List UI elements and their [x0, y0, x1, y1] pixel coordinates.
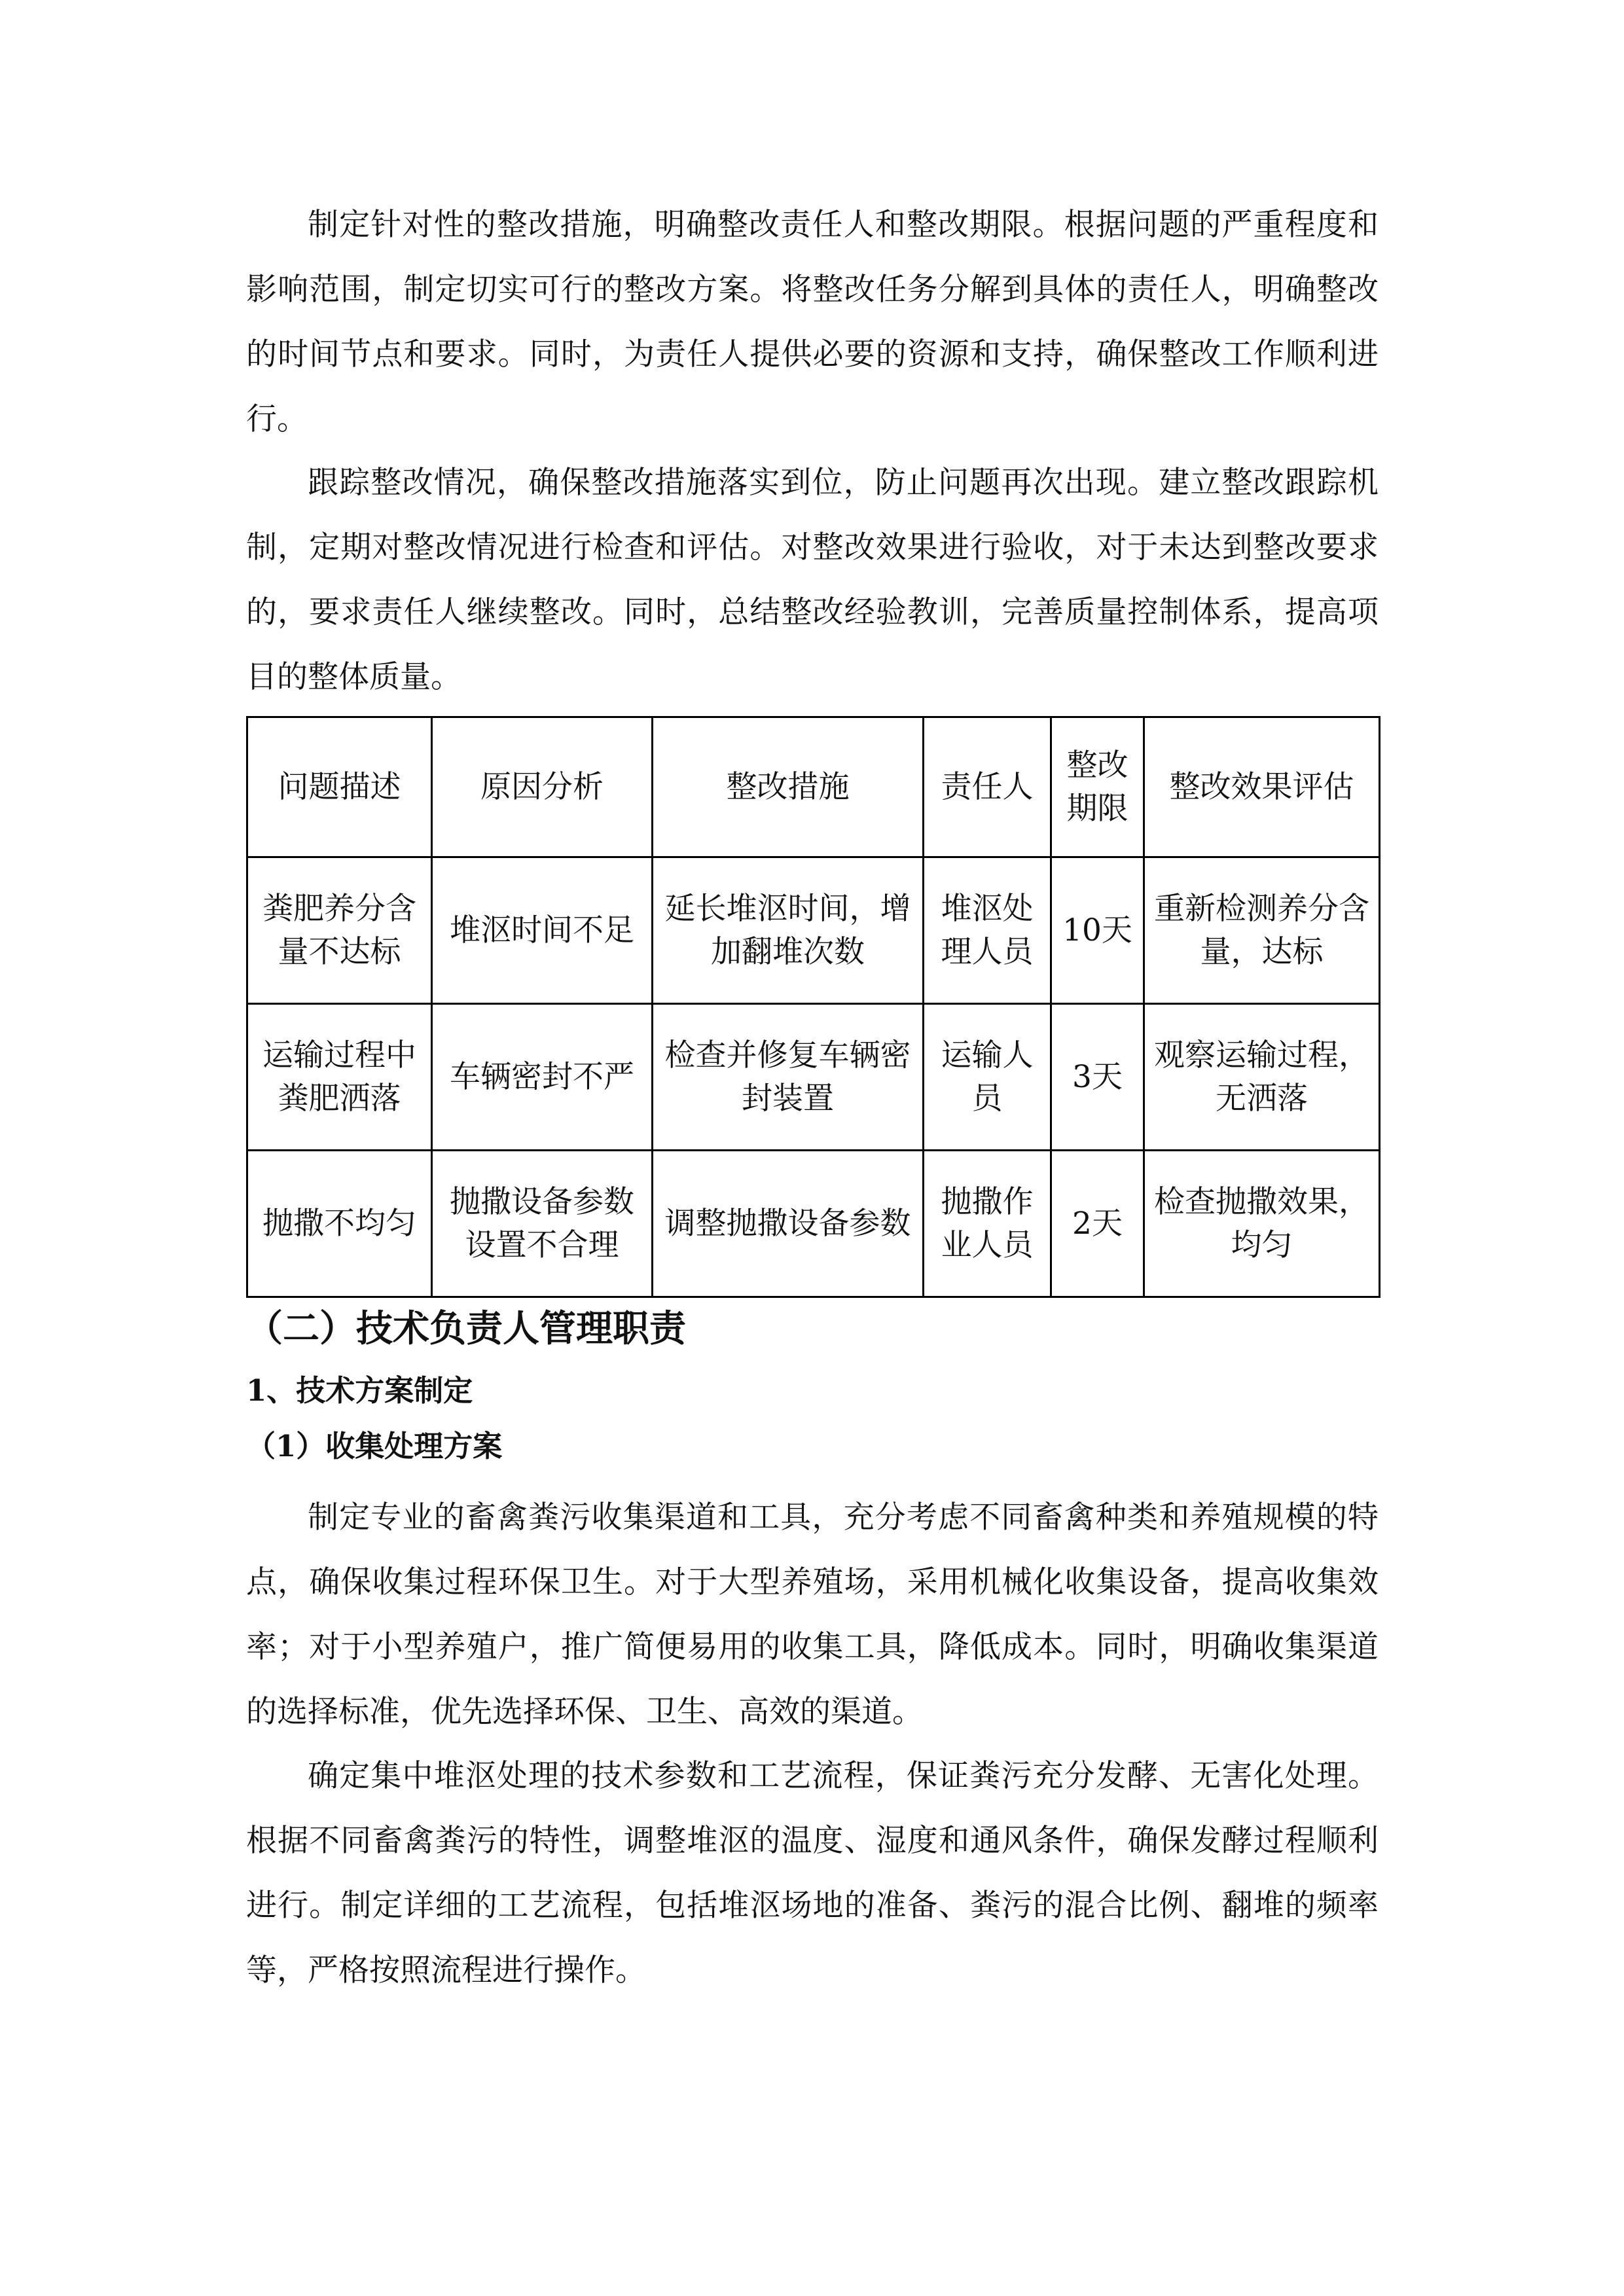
cell-deadline: 3天	[1051, 1004, 1144, 1151]
paragraph-rectification-tracking: 跟踪整改情况，确保整改措施落实到位，防止问题再次出现。建立整改跟踪机制，定期对整改情况进行检查和评估。对整改效果进行验收，对于未达到整改要求的，要求责任人继续整改。同时，总结整改经验教训，完善质量控制体系，提高项目的整体质量。	[246, 465, 1379, 695]
header-measures: 整改措施	[653, 717, 924, 857]
paragraph-composting-process: 确定集中堆沤处理的技术参数和工艺流程，保证粪污充分发酵、无害化处理。根据不同畜禽粪污的特性，调整堆沤的温度、湿度和通风条件，确保发酵过程顺利进行。制定详细的工艺流程，包括堆沤场地的准备、粪污的混合比例、翻堆的频率等，严格按照流程进行操作。	[246, 1758, 1379, 1988]
header-evaluation: 整改效果评估	[1144, 717, 1380, 857]
cell-measures: 调整抛撒设备参数	[653, 1151, 924, 1297]
subsection-heading: 1、技术方案制定	[246, 1373, 473, 1408]
cell-evaluation: 观察运输过程，无洒落	[1144, 1004, 1380, 1151]
table-row	[247, 1004, 1380, 1151]
cell-deadline: 10天	[1051, 857, 1144, 1004]
cell-cause: 堆沤时间不足	[432, 857, 653, 1004]
table-row	[247, 857, 1380, 1004]
table-row	[247, 1151, 1380, 1297]
cell-problem: 抛撒不均匀	[247, 1151, 432, 1297]
document-page	[246, 0, 1379, 2296]
cell-cause: 抛撒设备参数设置不合理	[432, 1151, 653, 1297]
cell-measures: 检查并修复车辆密封装置	[653, 1004, 924, 1151]
rectification-table	[246, 716, 1380, 1298]
cell-deadline: 2天	[1051, 1151, 1144, 1297]
cell-responsible: 堆沤处理人员	[924, 857, 1051, 1004]
cell-problem: 运输过程中粪肥洒落	[247, 1004, 432, 1151]
cell-responsible: 运输人员	[924, 1004, 1051, 1151]
cell-responsible: 抛撒作业人员	[924, 1151, 1051, 1297]
paragraph-collection-channels: 制定专业的畜禽粪污收集渠道和工具，充分考虑不同畜禽种类和养殖规模的特点，确保收集过程环保卫生。对于大型养殖场，采用机械化收集设备，提高收集效率；对于小型养殖户，推广简便易用的收集工具，降低成本。同时，明确收集渠道的选择标准，优先选择环保、卫生、高效的渠道。	[246, 1499, 1379, 1730]
header-cause: 原因分析	[432, 717, 653, 857]
cell-problem: 粪肥养分含量不达标	[247, 857, 432, 1004]
cell-cause: 车辆密封不严	[432, 1004, 653, 1151]
header-responsible: 责任人	[924, 717, 1051, 857]
paragraph-rectification-measures: 制定针对性的整改措施，明确整改责任人和整改期限。根据问题的严重程度和影响范围，制定切实可行的整改方案。将整改任务分解到具体的责任人，明确整改的时间节点和要求。同时，为责任人提供必要的资源和支持，确保整改工作顺利进行。	[246, 207, 1379, 437]
table-header-row	[247, 717, 1380, 857]
cell-evaluation: 重新检测养分含量，达标	[1144, 857, 1380, 1004]
cell-evaluation: 检查抛撒效果，均匀	[1144, 1151, 1380, 1297]
item-heading: （1）收集处理方案	[246, 1429, 503, 1463]
header-deadline: 整改期限	[1051, 717, 1144, 857]
section-heading: （二）技术负责人管理职责	[246, 1307, 686, 1350]
cell-measures: 延长堆沤时间，增加翻堆次数	[653, 857, 924, 1004]
header-problem: 问题描述	[247, 717, 432, 857]
